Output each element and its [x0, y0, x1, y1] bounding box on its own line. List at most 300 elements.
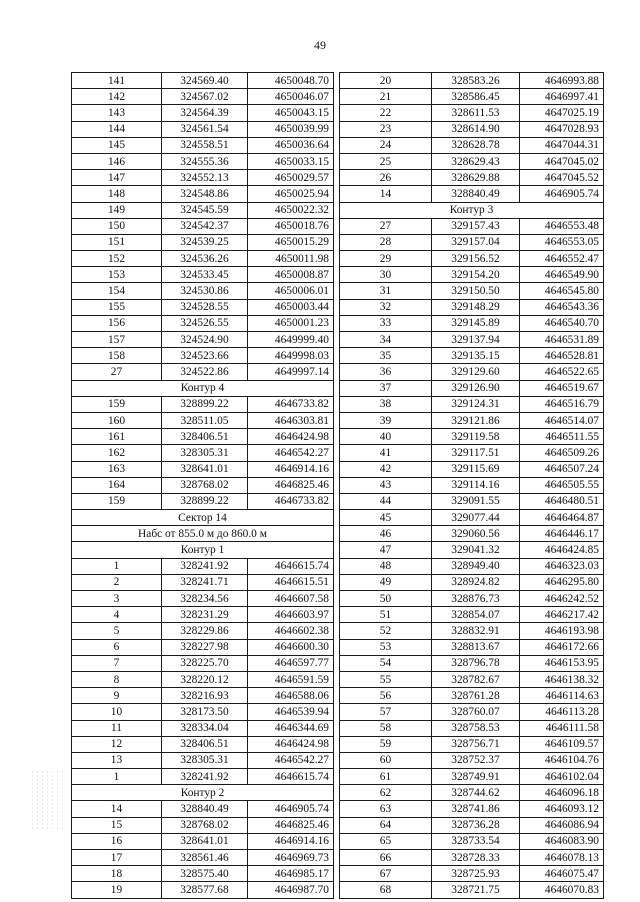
y-coordinate: 4650029.57 — [248, 170, 334, 186]
coordinate-row — [72, 688, 334, 704]
x-coordinate: 329117.51 — [432, 445, 520, 461]
y-coordinate: 4646507.24 — [520, 461, 604, 477]
coordinate-row — [72, 769, 334, 785]
x-coordinate: 328611.53 — [432, 105, 520, 121]
point-number: 32 — [340, 299, 432, 315]
x-coordinate: 328744.62 — [432, 785, 520, 801]
coordinate-row — [72, 73, 334, 89]
x-coordinate: 328241.92 — [162, 769, 248, 785]
x-coordinate: 328511.05 — [162, 412, 248, 428]
point-number: 1 — [72, 769, 162, 785]
x-coordinate: 328854.07 — [432, 607, 520, 623]
x-coordinate: 328305.31 — [162, 752, 248, 768]
x-coordinate: 328334.04 — [162, 720, 248, 736]
coordinate-row — [340, 801, 604, 817]
point-number: 25 — [340, 153, 432, 169]
y-coordinate: 4646303.81 — [248, 412, 334, 428]
x-coordinate: 324524.90 — [162, 332, 248, 348]
point-number: 27 — [340, 218, 432, 234]
coordinate-row — [340, 170, 604, 186]
coordinate-row — [340, 607, 604, 623]
y-coordinate: 4650043.15 — [248, 105, 334, 121]
point-number: 141 — [72, 73, 162, 89]
coordinate-row — [340, 752, 604, 768]
coordinate-table-left — [71, 72, 334, 899]
x-coordinate: 328725.93 — [432, 866, 520, 882]
x-coordinate: 328641.01 — [162, 833, 248, 849]
y-coordinate: 4646607.58 — [248, 591, 334, 607]
x-coordinate: 329129.60 — [432, 364, 520, 380]
coordinate-row — [340, 267, 604, 283]
coordinate-row — [340, 234, 604, 250]
x-coordinate: 328749.91 — [432, 769, 520, 785]
x-coordinate: 328229.86 — [162, 623, 248, 639]
coordinate-row — [72, 202, 334, 218]
point-number: 58 — [340, 720, 432, 736]
point-number: 38 — [340, 396, 432, 412]
point-number: 41 — [340, 445, 432, 461]
coordinate-row — [340, 105, 604, 121]
coordinate-row — [340, 671, 604, 687]
y-coordinate: 4650046.07 — [248, 89, 334, 105]
coordinate-row — [72, 720, 334, 736]
section-header-row — [72, 510, 334, 526]
x-coordinate: 328741.86 — [432, 801, 520, 817]
y-coordinate: 4650018.76 — [248, 218, 334, 234]
x-coordinate: 328728.33 — [432, 850, 520, 866]
coordinate-row — [72, 283, 334, 299]
x-coordinate: 324561.54 — [162, 121, 248, 137]
y-coordinate: 4646464.87 — [520, 510, 604, 526]
y-coordinate: 4646733.82 — [248, 493, 334, 509]
point-number: 146 — [72, 153, 162, 169]
section-header: Контур 4 — [72, 380, 334, 396]
coordinate-row — [340, 526, 604, 542]
y-coordinate: 4646505.55 — [520, 477, 604, 493]
point-number: 45 — [340, 510, 432, 526]
coordinate-row — [340, 348, 604, 364]
point-number: 34 — [340, 332, 432, 348]
coordinate-table-right-body — [340, 73, 604, 899]
point-number: 22 — [340, 105, 432, 121]
x-coordinate: 328575.40 — [162, 866, 248, 882]
y-coordinate: 4646615.74 — [248, 769, 334, 785]
coordinate-row — [72, 186, 334, 202]
x-coordinate: 328629.88 — [432, 170, 520, 186]
y-coordinate: 4646138.32 — [520, 671, 604, 687]
point-number: 48 — [340, 558, 432, 574]
x-coordinate: 328231.29 — [162, 607, 248, 623]
x-coordinate: 328614.90 — [432, 121, 520, 137]
x-coordinate: 329150.50 — [432, 283, 520, 299]
y-coordinate: 4646109.57 — [520, 736, 604, 752]
point-number: 10 — [72, 704, 162, 720]
point-number: 147 — [72, 170, 162, 186]
point-number: 40 — [340, 429, 432, 445]
point-number: 43 — [340, 477, 432, 493]
point-number: 8 — [72, 671, 162, 687]
coordinate-row — [340, 688, 604, 704]
point-number: 154 — [72, 283, 162, 299]
x-coordinate: 324552.13 — [162, 170, 248, 186]
section-header-row — [72, 526, 334, 542]
y-coordinate: 4646344.69 — [248, 720, 334, 736]
y-coordinate: 4646295.80 — [520, 574, 604, 590]
y-coordinate: 4646424.98 — [248, 429, 334, 445]
coordinate-row — [340, 850, 604, 866]
coordinate-row — [340, 882, 604, 898]
point-number: 1 — [72, 558, 162, 574]
coordinate-row — [72, 639, 334, 655]
coordinate-row — [72, 801, 334, 817]
coordinate-row — [72, 170, 334, 186]
point-number: 162 — [72, 445, 162, 461]
x-coordinate: 324522.86 — [162, 364, 248, 380]
point-number: 57 — [340, 704, 432, 720]
y-coordinate: 4646615.51 — [248, 574, 334, 590]
point-number: 143 — [72, 105, 162, 121]
y-coordinate: 4646509.26 — [520, 445, 604, 461]
coordinate-row — [340, 73, 604, 89]
y-coordinate: 4646528.81 — [520, 348, 604, 364]
x-coordinate: 328583.26 — [432, 73, 520, 89]
x-coordinate: 328216.93 — [162, 688, 248, 704]
coordinate-row — [340, 445, 604, 461]
point-number: 39 — [340, 412, 432, 428]
x-coordinate: 328899.22 — [162, 396, 248, 412]
point-number: 23 — [340, 121, 432, 137]
coordinate-table-left-body — [72, 73, 334, 899]
coordinate-row — [340, 137, 604, 153]
scan-artifact — [30, 770, 64, 830]
x-coordinate: 324548.86 — [162, 186, 248, 202]
y-coordinate: 4646542.27 — [248, 445, 334, 461]
coordinate-row — [72, 412, 334, 428]
x-coordinate: 329041.32 — [432, 542, 520, 558]
point-number: 67 — [340, 866, 432, 882]
point-number: 159 — [72, 396, 162, 412]
point-number: 65 — [340, 833, 432, 849]
y-coordinate: 4650033.15 — [248, 153, 334, 169]
coordinate-row — [72, 704, 334, 720]
y-coordinate: 4646588.06 — [248, 688, 334, 704]
y-coordinate: 4647045.02 — [520, 153, 604, 169]
y-coordinate: 4646242.52 — [520, 591, 604, 607]
x-coordinate: 328733.54 — [432, 833, 520, 849]
point-number: 27 — [72, 364, 162, 380]
point-number: 68 — [340, 882, 432, 898]
coordinate-row — [72, 850, 334, 866]
section-header-row — [72, 380, 334, 396]
x-coordinate: 324567.02 — [162, 89, 248, 105]
coordinate-row — [72, 833, 334, 849]
y-coordinate: 4649997.14 — [248, 364, 334, 380]
point-number: 159 — [72, 493, 162, 509]
coordinate-row — [72, 671, 334, 687]
x-coordinate: 329124.31 — [432, 396, 520, 412]
y-coordinate: 4646553.05 — [520, 234, 604, 250]
y-coordinate: 4646597.77 — [248, 655, 334, 671]
x-coordinate: 324542.37 — [162, 218, 248, 234]
coordinate-row — [340, 769, 604, 785]
y-coordinate: 4646102.04 — [520, 769, 604, 785]
y-coordinate: 4646111.58 — [520, 720, 604, 736]
y-coordinate: 4646602.38 — [248, 623, 334, 639]
coordinate-row — [340, 251, 604, 267]
section-header: Контур 1 — [72, 542, 334, 558]
section-header: Набс от 855.0 м до 860.0 м — [72, 526, 334, 542]
coordinate-row — [340, 299, 604, 315]
point-number: 63 — [340, 801, 432, 817]
point-number: 30 — [340, 267, 432, 283]
point-number: 4 — [72, 607, 162, 623]
point-number: 14 — [72, 801, 162, 817]
point-number: 66 — [340, 850, 432, 866]
point-number: 161 — [72, 429, 162, 445]
x-coordinate: 328227.98 — [162, 639, 248, 655]
x-coordinate: 324526.55 — [162, 315, 248, 331]
y-coordinate: 4646993.88 — [520, 73, 604, 89]
y-coordinate: 4647045.52 — [520, 170, 604, 186]
point-number: 20 — [340, 73, 432, 89]
x-coordinate: 324539.25 — [162, 234, 248, 250]
x-coordinate: 328406.51 — [162, 429, 248, 445]
point-number: 153 — [72, 267, 162, 283]
y-coordinate: 4646193.98 — [520, 623, 604, 639]
point-number: 28 — [340, 234, 432, 250]
y-coordinate: 4646070.83 — [520, 882, 604, 898]
y-coordinate: 4650015.29 — [248, 234, 334, 250]
coordinate-row — [340, 332, 604, 348]
coordinate-row — [340, 639, 604, 655]
section-header: Контур 3 — [340, 202, 604, 218]
y-coordinate: 4649998.03 — [248, 348, 334, 364]
coordinate-table-right — [339, 72, 604, 899]
coordinate-row — [340, 623, 604, 639]
x-coordinate: 329115.69 — [432, 461, 520, 477]
point-number: 18 — [72, 866, 162, 882]
x-coordinate: 328220.12 — [162, 671, 248, 687]
point-number: 16 — [72, 833, 162, 849]
coordinate-row — [340, 412, 604, 428]
y-coordinate: 4646542.27 — [248, 752, 334, 768]
y-coordinate: 4646733.82 — [248, 396, 334, 412]
y-coordinate: 4646914.16 — [248, 833, 334, 849]
point-number: 142 — [72, 89, 162, 105]
point-number: 9 — [72, 688, 162, 704]
y-coordinate: 4646480.51 — [520, 493, 604, 509]
x-coordinate: 328628.78 — [432, 137, 520, 153]
coordinate-row — [72, 267, 334, 283]
point-number: 7 — [72, 655, 162, 671]
coordinate-row — [72, 574, 334, 590]
x-coordinate: 328768.02 — [162, 817, 248, 833]
x-coordinate: 328756.71 — [432, 736, 520, 752]
coordinate-row — [72, 607, 334, 623]
x-coordinate: 329157.04 — [432, 234, 520, 250]
y-coordinate: 4646545.80 — [520, 283, 604, 299]
coordinate-row — [340, 866, 604, 882]
x-coordinate: 328949.40 — [432, 558, 520, 574]
y-coordinate: 4650011.98 — [248, 251, 334, 267]
page-number: 49 — [314, 38, 326, 52]
point-number: 33 — [340, 315, 432, 331]
x-coordinate: 328721.75 — [432, 882, 520, 898]
y-coordinate: 4646217.42 — [520, 607, 604, 623]
x-coordinate: 328629.43 — [432, 153, 520, 169]
point-number: 155 — [72, 299, 162, 315]
y-coordinate: 4646083.90 — [520, 833, 604, 849]
y-coordinate: 4646603.97 — [248, 607, 334, 623]
point-number: 62 — [340, 785, 432, 801]
coordinate-row — [340, 833, 604, 849]
coordinate-row — [340, 283, 604, 299]
coordinate-row — [72, 461, 334, 477]
x-coordinate: 328876.73 — [432, 591, 520, 607]
y-coordinate: 4646511.55 — [520, 429, 604, 445]
coordinate-row — [72, 445, 334, 461]
point-number: 51 — [340, 607, 432, 623]
y-coordinate: 4647044.31 — [520, 137, 604, 153]
y-coordinate: 4646591.59 — [248, 671, 334, 687]
point-number: 56 — [340, 688, 432, 704]
point-number: 152 — [72, 251, 162, 267]
point-number: 11 — [72, 720, 162, 736]
point-number: 19 — [72, 882, 162, 898]
coordinate-row — [72, 817, 334, 833]
x-coordinate: 328761.28 — [432, 688, 520, 704]
section-header-row — [340, 202, 604, 218]
point-number: 59 — [340, 736, 432, 752]
y-coordinate: 4646514.07 — [520, 412, 604, 428]
y-coordinate: 4647028.93 — [520, 121, 604, 137]
y-coordinate: 4646522.65 — [520, 364, 604, 380]
coordinate-row — [340, 655, 604, 671]
coordinate-row — [72, 493, 334, 509]
y-coordinate: 4646446.17 — [520, 526, 604, 542]
y-coordinate: 4646516.79 — [520, 396, 604, 412]
coordinate-row — [340, 720, 604, 736]
point-number: 3 — [72, 591, 162, 607]
point-number: 42 — [340, 461, 432, 477]
y-coordinate: 4646825.46 — [248, 817, 334, 833]
x-coordinate: 328924.82 — [432, 574, 520, 590]
x-coordinate: 324533.45 — [162, 267, 248, 283]
point-number: 149 — [72, 202, 162, 218]
point-number: 46 — [340, 526, 432, 542]
x-coordinate: 329148.29 — [432, 299, 520, 315]
y-coordinate: 4649999.40 — [248, 332, 334, 348]
y-coordinate: 4646093.12 — [520, 801, 604, 817]
y-coordinate: 4646543.36 — [520, 299, 604, 315]
x-coordinate: 324545.59 — [162, 202, 248, 218]
x-coordinate: 328577.68 — [162, 882, 248, 898]
coordinate-row — [340, 153, 604, 169]
y-coordinate: 4646553.48 — [520, 218, 604, 234]
x-coordinate: 328234.56 — [162, 591, 248, 607]
x-coordinate: 328899.22 — [162, 493, 248, 509]
section-header-row — [72, 785, 334, 801]
point-number: 150 — [72, 218, 162, 234]
x-coordinate: 329077.44 — [432, 510, 520, 526]
coordinate-row — [340, 121, 604, 137]
x-coordinate: 328406.51 — [162, 736, 248, 752]
point-number: 148 — [72, 186, 162, 202]
coordinate-row — [340, 510, 604, 526]
y-coordinate: 4650008.87 — [248, 267, 334, 283]
coordinate-row — [340, 186, 604, 202]
x-coordinate: 328586.45 — [432, 89, 520, 105]
y-coordinate: 4646914.16 — [248, 461, 334, 477]
coordinate-row — [340, 89, 604, 105]
coordinate-row — [72, 153, 334, 169]
coordinate-row — [72, 882, 334, 898]
x-coordinate: 328768.02 — [162, 477, 248, 493]
x-coordinate: 329119.58 — [432, 429, 520, 445]
x-coordinate: 328758.53 — [432, 720, 520, 736]
point-number: 164 — [72, 477, 162, 493]
y-coordinate: 4646323.03 — [520, 558, 604, 574]
point-number: 54 — [340, 655, 432, 671]
y-coordinate: 4646086.94 — [520, 817, 604, 833]
point-number: 12 — [72, 736, 162, 752]
point-number: 60 — [340, 752, 432, 768]
y-coordinate: 4646549.90 — [520, 267, 604, 283]
coordinate-row — [72, 348, 334, 364]
coordinate-row — [72, 655, 334, 671]
y-coordinate: 4646905.74 — [520, 186, 604, 202]
y-coordinate: 4650025.94 — [248, 186, 334, 202]
x-coordinate: 329091.55 — [432, 493, 520, 509]
y-coordinate: 4646104.76 — [520, 752, 604, 768]
y-coordinate: 4646114.63 — [520, 688, 604, 704]
point-number: 163 — [72, 461, 162, 477]
section-header-row — [72, 542, 334, 558]
coordinate-row — [72, 137, 334, 153]
y-coordinate: 4650006.01 — [248, 283, 334, 299]
coordinate-row — [340, 461, 604, 477]
section-header: Контур 2 — [72, 785, 334, 801]
point-number: 5 — [72, 623, 162, 639]
coordinate-row — [72, 218, 334, 234]
x-coordinate: 328561.46 — [162, 850, 248, 866]
y-coordinate: 4646997.41 — [520, 89, 604, 105]
x-coordinate: 328840.49 — [432, 186, 520, 202]
coordinate-row — [72, 736, 334, 752]
coordinate-row — [340, 396, 604, 412]
point-number: 36 — [340, 364, 432, 380]
y-coordinate: 4646600.30 — [248, 639, 334, 655]
x-coordinate: 329157.43 — [432, 218, 520, 234]
coordinate-row — [72, 315, 334, 331]
point-number: 35 — [340, 348, 432, 364]
coordinate-row — [340, 380, 604, 396]
coordinate-row — [340, 736, 604, 752]
point-number: 6 — [72, 639, 162, 655]
x-coordinate: 329121.86 — [432, 412, 520, 428]
y-coordinate: 4646424.98 — [248, 736, 334, 752]
x-coordinate: 328225.70 — [162, 655, 248, 671]
point-number: 158 — [72, 348, 162, 364]
point-number: 29 — [340, 251, 432, 267]
x-coordinate: 324528.55 — [162, 299, 248, 315]
point-number: 52 — [340, 623, 432, 639]
point-number: 47 — [340, 542, 432, 558]
x-coordinate: 324523.66 — [162, 348, 248, 364]
point-number: 55 — [340, 671, 432, 687]
coordinate-row — [72, 364, 334, 380]
coordinate-row — [340, 477, 604, 493]
